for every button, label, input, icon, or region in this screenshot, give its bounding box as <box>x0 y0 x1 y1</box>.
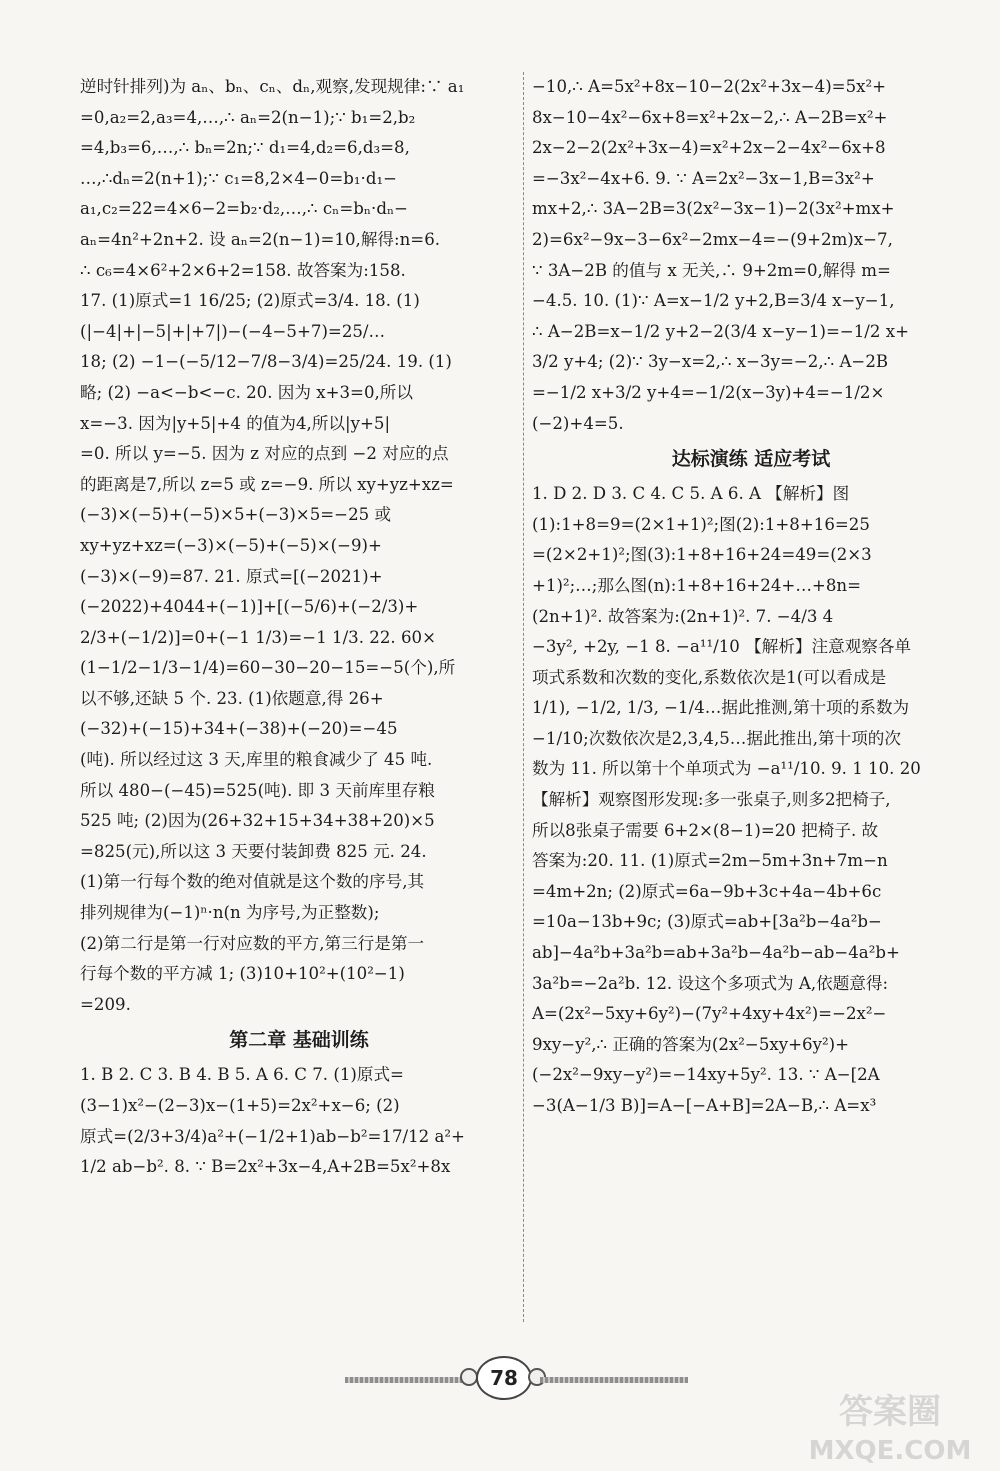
page-number: 78 <box>476 1356 532 1400</box>
text-line: =0. 所以 y=−5. 因为 z 对应的点到 −2 对应的点 <box>80 444 449 464</box>
text-line: 项式系数和次数的变化,系数依次是1(可以看成是 <box>532 667 887 687</box>
text-line: (−2022)+4044+(−1)]+[(−5/6)+(−2/3)+ <box>80 597 419 617</box>
text-line: (1)第一行每个数的绝对值就是这个数的序号,其 <box>80 872 425 892</box>
text-line: 9xy−y²,∴ 正确的答案为(2x²−5xy+6y²)+ <box>532 1034 849 1054</box>
text-line: 所以8张桌子需要 6+2×(8−1)=20 把椅子. 故 <box>532 820 879 840</box>
text-line: 答案为:20. 11. (1)原式=2m−5m+3n+7m−n <box>532 851 888 871</box>
text-line: …,∴dₙ=2(n+1);∵ c₁=8,2×4−0=b₁·d₁− <box>80 168 397 188</box>
text-line: 8x−10−4x²−6x+8=x²+2x−2,∴ A−2B=x²+ <box>532 107 888 127</box>
watermark-text: 答案圈 <box>839 1392 941 1432</box>
text-line: (−2x²−9xy−y²)=−14xy+5y². 13. ∵ A−[2A <box>532 1065 880 1085</box>
text-line: (−3)×(−5)+(−5)×5+(−3)×5=−25 或 <box>80 505 392 525</box>
text-line: −3y², +2y, −1 8. −a¹¹/10 【解析】注意观察各单 <box>532 637 912 657</box>
text-line: xy+yz+xz=(−3)×(−5)+(−5)×(−9)+ <box>80 535 382 555</box>
column-divider <box>523 72 524 1322</box>
text-line: x=−3. 因为|y+5|+4 的值为4,所以|y+5| <box>80 413 391 433</box>
text-line: 1. D 2. D 3. C 4. C 5. A 6. A 【解析】图 <box>532 484 850 504</box>
text-line: 17. (1)原式=1 16/25; (2)原式=3/4. 18. (1) <box>80 291 420 311</box>
text-line: 排列规律为(−1)ⁿ·n(n 为序号,为正整数); <box>80 903 380 923</box>
text-line: −10,∴ A=5x²+8x−10−2(2x²+3x−4)=5x²+ <box>532 77 887 96</box>
text-line: (1−1/2−1/3−1/4)=60−30−20−15=−5(个),所 <box>80 658 456 678</box>
text-line: =−1/2 x+3/2 y+4=−1/2(x−3y)+4=−1/2× <box>532 382 885 402</box>
text-line: mx+2,∴ 3A−2B=3(2x²−3x−1)−2(3x²+mx+ <box>532 199 895 219</box>
text-line: 略; (2) −a<−b<−c. 20. 因为 x+3=0,所以 <box>80 382 413 402</box>
footer-rule-left <box>345 1377 465 1383</box>
text-line: 逆时针排列)为 aₙ、bₙ、cₙ、dₙ,观察,发现规律:∵ a₁ <box>80 77 465 96</box>
footer-rule-right <box>540 1377 688 1383</box>
text-line: 2)=6x²−9x−3−6x²−2mx−4=−(9+2m)x−7, <box>532 229 893 249</box>
text-line: (−2)+4=5. <box>532 413 624 433</box>
text-line: +1)²;…;那么图(n):1+8+16+24+…+8n= <box>532 575 861 595</box>
text-line: =10a−13b+9c; (3)原式=ab+[3a²b−4a²b− <box>532 912 882 932</box>
text-line: 2/3+(−1/2)]=0+(−1 1/3)=−1 1/3. 22. 60× <box>80 627 436 647</box>
text-line: =825(元),所以这 3 天要付装卸费 825 元. 24. <box>80 841 427 861</box>
text-line: 3/2 y+4; (2)∵ 3y−x=2,∴ x−3y=−2,∴ A−2B <box>532 352 889 372</box>
text-line: =209. <box>80 994 131 1014</box>
text-line: =0,a₂=2,a₃=4,…,∴ aₙ=2(n−1);∵ b₁=2,b₂ <box>80 107 416 127</box>
right-column <box>532 72 970 1122</box>
text-line: (2)第二行是第一行对应数的平方,第三行是第一 <box>80 933 425 953</box>
text-line: 数为 11. 所以第十个单项式为 −a¹¹/10. 9. 1 10. 20 <box>532 759 921 779</box>
text-line: (1):1+8=9=(2×1+1)²;图(2):1+8+16=25 <box>532 514 870 534</box>
text-line: =−3x²−4x+6. 9. ∵ A=2x²−3x−1,B=3x²+ <box>532 168 875 188</box>
text-line: 所以 480−(−45)=525(吨). 即 3 天前库里存粮 <box>80 780 435 800</box>
text-line: 【解析】观察图形发现:多一张桌子,则多2把椅子, <box>532 790 891 810</box>
text-line: −3(A−1/3 B)]=A−[−A+B]=2A−B,∴ A=x³ <box>532 1096 877 1115</box>
text-line: (2n+1)². 故答案为:(2n+1)². 7. −4/3 4 <box>532 606 834 626</box>
text-line: 1/2 ab−b². 8. ∵ B=2x²+3x−4,A+2B=5x²+8x <box>80 1157 451 1177</box>
text-line: 行每个数的平方减 1; (3)10+10²+(10²−1) <box>80 964 405 984</box>
text-line: (−3)×(−9)=87. 21. 原式=[(−2021)+ <box>80 566 383 586</box>
text-line: ∴ A−2B=x−1/2 y+2−2(3/4 x−y−1)=−1/2 x+ <box>532 321 909 341</box>
text-line: 以不够,还缺 5 个. 23. (1)依题意,得 26+ <box>80 688 384 708</box>
section-heading: 第二章 基础训练 <box>229 1029 369 1052</box>
text-line: 3a²b=−2a²b. 12. 设这个多项式为 A,依题意得: <box>532 973 889 993</box>
text-line: a₁,c₂=22=4×6−2=b₂·d₂,…,∴ cₙ=bₙ·dₙ− <box>80 199 409 219</box>
text-line: (3−1)x²−(2−3)x−(1+5)=2x²+x−6; (2) <box>80 1096 400 1115</box>
text-line: 18; (2) −1−(−5/12−7/8−3/4)=25/24. 19. (1) <box>80 352 452 372</box>
watermark-url: MXQE.COM <box>808 1436 972 1466</box>
text-line: (−32)+(−15)+34+(−38)+(−20)=−45 <box>80 719 398 739</box>
text-line: 525 吨; (2)因为(26+32+15+34+38+20)×5 <box>80 811 435 831</box>
text-line: 2x−2−2(2x²+3x−4)=x²+2x−2−4x²−6x+8 <box>532 138 886 158</box>
text-line: (吨). 所以经过这 3 天,库里的粮食减少了 45 吨. <box>80 750 433 770</box>
text-line: −1/10;次数依次是2,3,4,5…据此推出,第十项的次 <box>532 728 901 748</box>
watermark-logo <box>790 1385 990 1467</box>
text-line: =4,b₃=6,…,∴ bₙ=2n;∵ d₁=4,d₂=6,d₃=8, <box>80 138 410 158</box>
text-line: =(2×2+1)²;图(3):1+8+16+24=49=(2×3 <box>532 545 872 565</box>
text-line: aₙ=4n²+2n+2. 设 aₙ=2(n−1)=10,解得:n=6. <box>80 229 441 249</box>
text-line: 1/1), −1/2, 1/3, −1/4…据此推测,第十项的系数为 <box>532 698 910 718</box>
text-line: A=(2x²−5xy+6y²)−(7y²+4xy+4x²)=−2x²− <box>532 1004 887 1024</box>
text-line: −4.5. 10. (1)∵ A=x−1/2 y+2,B=3/4 x−y−1, <box>532 291 895 311</box>
text-line: ∵ 3A−2B 的值与 x 无关,∴ 9+2m=0,解得 m= <box>532 260 891 280</box>
left-column <box>80 72 518 1183</box>
section-heading: 达标演练 适应考试 <box>671 448 831 471</box>
text-line: =4m+2n; (2)原式=6a−9b+3c+4a−4b+6c <box>532 881 882 901</box>
text-line: ∴ c₆=4×6²+2×6+2=158. 故答案为:158. <box>80 260 406 280</box>
text-line: 1. B 2. C 3. B 4. B 5. A 6. C 7. (1)原式= <box>80 1065 404 1085</box>
text-line: 的距离是7,所以 z=5 或 z=−9. 所以 xy+yz+xz= <box>80 474 454 494</box>
text-line: ab]−4a²b+3a²b=ab+3a²b−4a²b−ab−4a²b+ <box>532 943 900 963</box>
text-line: 原式=(2/3+3/4)a²+(−1/2+1)ab−b²=17/12 a²+ <box>80 1126 465 1146</box>
text-line: (|−4|+|−5|+|+7|)−(−4−5+7)=25/… <box>80 321 386 341</box>
